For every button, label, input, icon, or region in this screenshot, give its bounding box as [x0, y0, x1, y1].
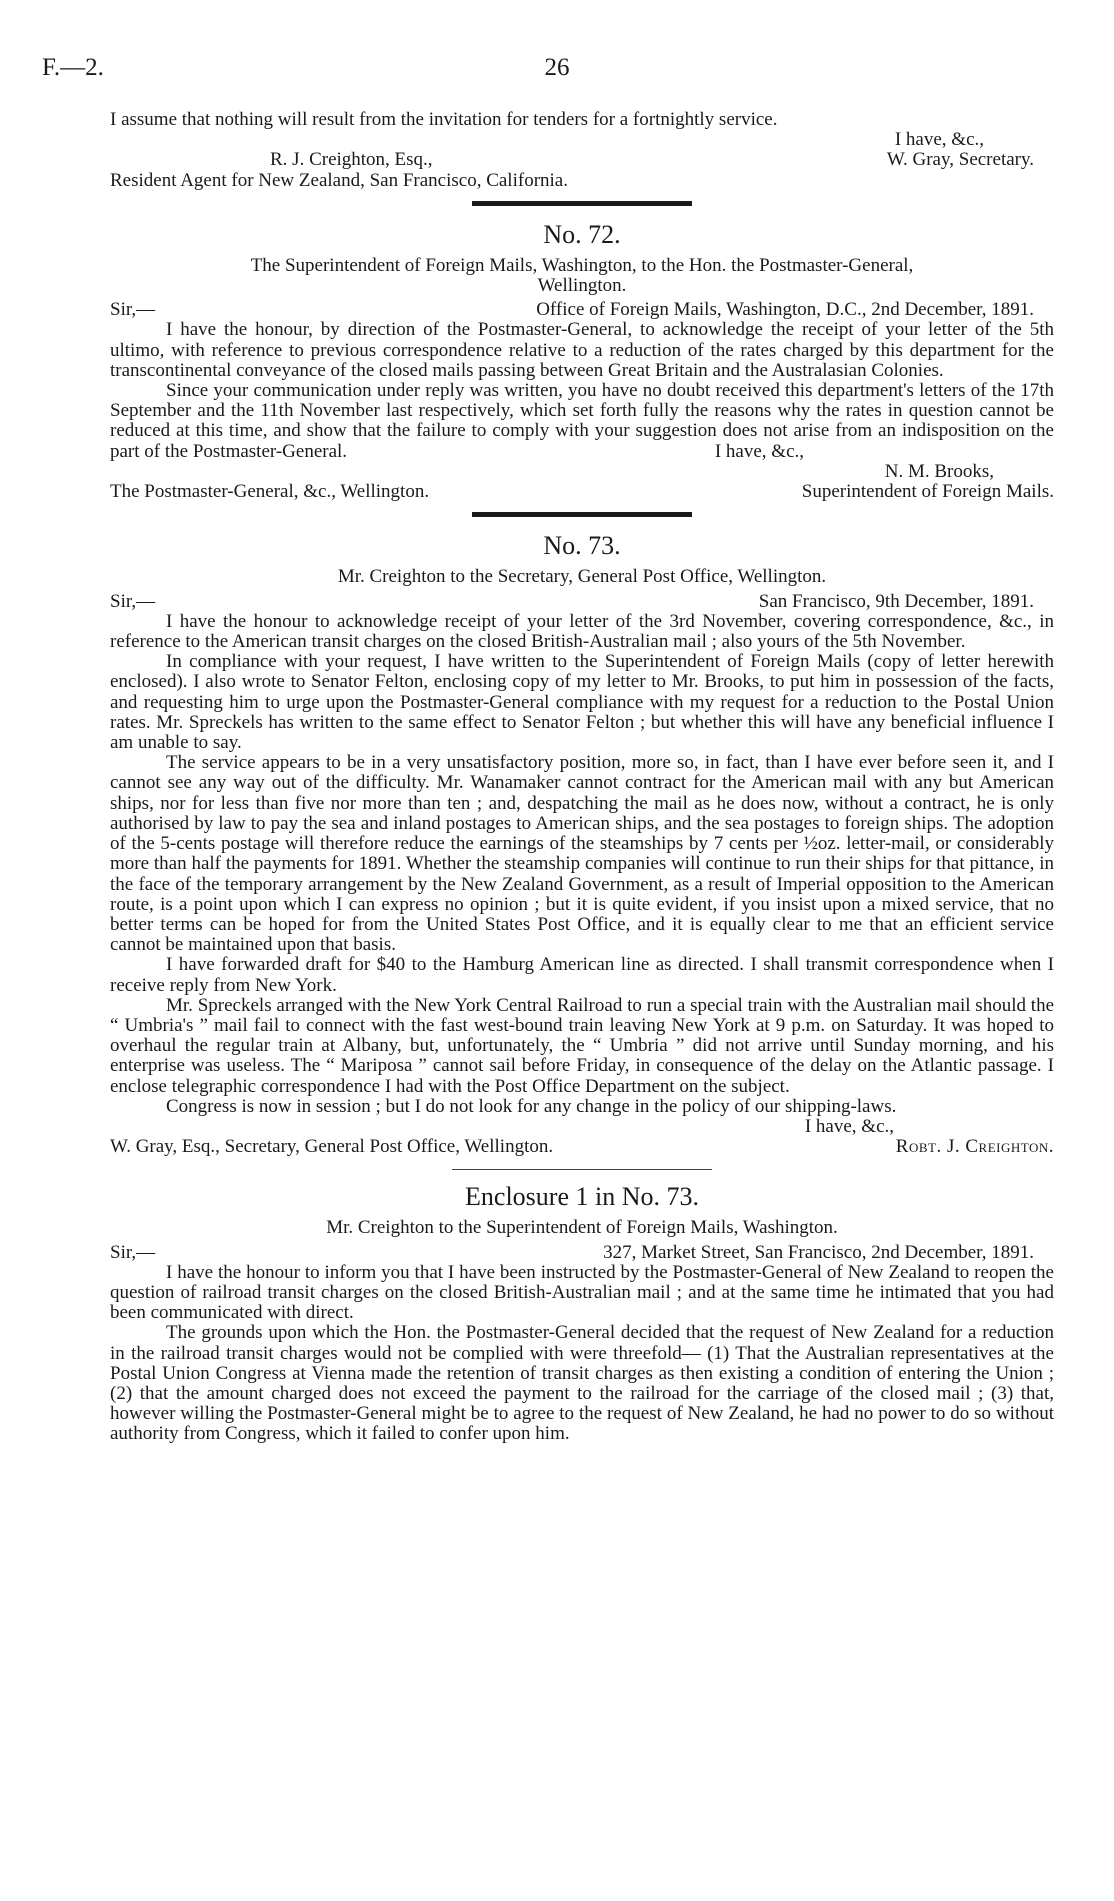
no73-closing: I have, &c.,	[804, 1115, 894, 1137]
no73-salutation-row	[110, 592, 1054, 612]
section-code: F.—2.	[42, 54, 104, 81]
no73-heading: No. 73.	[543, 531, 621, 561]
no73-paragraph-1: I have the honour to acknowledge receipt of your letter of the 3rd November, covering correspondence, &c., in reference to the American transit charges on the closed British-Australian mail ; also yours of the 5th November.	[110, 610, 1054, 653]
no72-closing: I have, &c.,	[714, 440, 804, 462]
no72-signature-title: Superintendent of Foreign Mails.	[801, 481, 1054, 503]
intro-signature-row	[110, 150, 1054, 170]
no72-subtitle-line2: Wellington.	[537, 275, 627, 297]
page-header	[42, 54, 1072, 88]
no72-subtitle-line1: The Superintendent of Foreign Mails, Washington, to the Hon. the Postmaster-General,	[250, 254, 914, 276]
intro-paragraph: I assume that nothing will result from the invitation for tenders for a fortnightly service.	[110, 109, 778, 130]
section-divider	[472, 512, 692, 517]
page-number: 26	[544, 54, 570, 81]
no73-signature-row	[110, 1137, 1054, 1157]
enclosure1-heading: Enclosure 1 in No. 73.	[465, 1182, 699, 1212]
enclosure1-paragraph-2: The grounds upon which the Hon. the Postmaster-General decided that the request of New Zealand for a reduction in the railroad transit charges would not be complied with were threefold— (1) That the Australian representatives at the Postal Union Congress at Vienna made the retention of transit charges as then existing a condition of entering the Union ; (2) that the amount charged does not exceed the payment to the railroad for the carriage of the closed mail ; (3) that, however willing the Postmaster-General might be to agree to the request of New Zealand, he had no power to do so without authority from Congress, which it failed to confer upon him.	[110, 1322, 1054, 1445]
intro-closing: I have, &c.,	[894, 129, 984, 151]
no72-paragraph-2: Since your communication under reply was written, you have no doubt received this department's letters of the 17th September and the 11th November last respectively, which set forth fully the reasons why the rates in question cannot be reduced at this time, and show that the failure to comply with your suggestion does not arise from an indisposition on the part of the Postmaster-General.	[110, 380, 1054, 462]
no72-dateline: Office of Foreign Mails, Washington, D.C., 2nd December, 1891.	[536, 299, 1034, 321]
no73-signature: Robt. J. Creighton.	[895, 1136, 1054, 1158]
no72-salutation: Sir,—	[110, 299, 156, 321]
no73-dateline: San Francisco, 9th December, 1891.	[758, 590, 1034, 612]
no72-signature-row	[110, 482, 1054, 502]
no72-signature-name: N. M. Brooks,	[884, 461, 994, 483]
no73-paragraph-5: Mr. Spreckels arranged with the New York Central Railroad to run a special train with the Australian mail should the “ Umbria's ” mail fail to connect with the fast west-bound train leaving New York at 9 p.m. on Saturday. It was hoped to overhaul the regular train at Albany, but, unfortunately, the “ Umbria ” did not arrive until Sunday morning, and his enterprise was useless. The “ Mariposa ” cannot sail before Friday, in consequence of the delay on the Atlantic passage. I enclose telegraphic correspondence I had with the Post Office Department on the subject.	[110, 994, 1054, 1097]
no73-addressee: W. Gray, Esq., Secretary, General Post Office, Wellington.	[110, 1136, 554, 1158]
enclosure1-salutation-row	[110, 1243, 1054, 1263]
section-divider	[452, 1169, 712, 1170]
intro-addressee-line1: R. J. Creighton, Esq.,	[270, 149, 433, 171]
enclosure1-salutation: Sir,—	[110, 1241, 156, 1263]
enclosure1-subtitle: Mr. Creighton to the Superintendent of Foreign Mails, Washington.	[326, 1217, 838, 1239]
no73-paragraph-2: In compliance with your request, I have written to the Superintendent of Foreign Mails (copy of letter herewith enclosed). I also wrote to Senator Felton, enclosing copy of my letter to Mr. Brooks, to put him in possession of the facts, and requesting him to urge upon the Postmaster-General compliance with my request for a reduction to the Postal Union rates. Mr. Spreckels has written to the same effect to Senator Felton ; but whether this will have any beneficial influence I am unable to say.	[110, 651, 1054, 754]
no73-paragraph-6: Congress is now in session ; but I do not look for any change in the policy of our shipping-laws.	[166, 1095, 897, 1117]
no73-paragraph-3: The service appears to be in a very unsatisfactory position, more so, in fact, than I have ever before seen it, and I cannot see any way out of the difficulty. Mr. Wanamaker cannot contract for the American mail with any but American ships, nor for less than five nor more than ten ; and, despatching the mail as he does now, without a contract, he is only authorised by law to pay the sea and inland postages to American ships, and the sea postages to foreign ships. The adoption of the 5-cents postage will therefore reduce the earnings of the steamships by 7 cents per ½oz. letter-mail, or considerably more than half the payments for 1891. Whether the steamship companies will continue to run their ships for that pittance, in the face of the temporary arrangement by the New Zealand Government, as a result of Imperial opposition to the American route, is a point upon which I can express no opinion ; but it is quite evident, if you insist upon a mixed service, that no better terms can be hoped for from the United States Post Office, and it is equally clear to me that an efficient service cannot be maintained upon that basis.	[110, 752, 1054, 956]
no73-salutation: Sir,—	[110, 590, 156, 612]
page-content	[110, 110, 1054, 1445]
section-divider	[472, 201, 692, 206]
intro-signature: W. Gray, Secretary.	[886, 149, 1034, 171]
no72-addressee: The Postmaster-General, &c., Wellington.	[110, 481, 430, 503]
no73-subtitle: Mr. Creighton to the Secretary, General Post Office, Wellington.	[337, 566, 827, 588]
intro-addressee-line2: Resident Agent for New Zealand, San Francisco, California.	[110, 169, 568, 191]
enclosure1-dateline: 327, Market Street, San Francisco, 2nd December, 1891.	[603, 1241, 1034, 1263]
enclosure1-paragraph-1: I have the honour to inform you that I have been instructed by the Postmaster-General of New Zealand to reopen the question of railroad transit charges on the closed British-Australian mail ; and at the same time he intimated that you had been communicated with direct.	[110, 1261, 1054, 1324]
no72-heading: No. 72.	[543, 219, 621, 249]
no73-paragraph-4: I have forwarded draft for $40 to the Hamburg American line as directed. I shall transmit correspondence when I receive reply from New York.	[110, 954, 1054, 996]
no72-salutation-row	[110, 300, 1054, 320]
no72-paragraph-1: I have the honour, by direction of the Postmaster-General, to acknowledge the receipt of your letter of the 5th ultimo, with reference to previous correspondence relative to a reduction of the rates charged by this department for the transcontinental conveyance of the closed mails passing between Great Britain and the Australasian Colonies.	[110, 319, 1054, 381]
